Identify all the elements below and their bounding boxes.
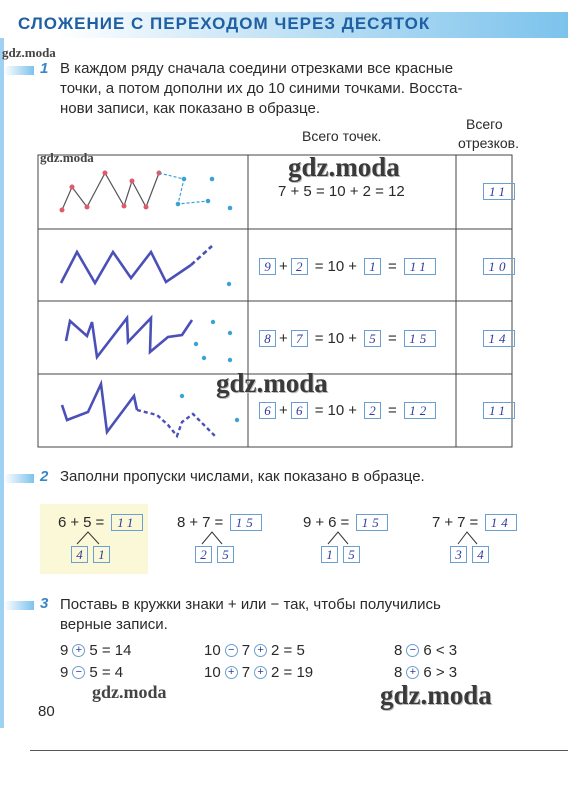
operator: +: [444, 514, 454, 531]
number: 2 = 5: [271, 642, 305, 659]
sign-expression: [60, 642, 131, 659]
watermark: gdz.moda: [2, 45, 56, 60]
decomposition-parts: [318, 546, 363, 563]
answer-box: 7: [291, 330, 308, 347]
answer-box: 1: [364, 258, 381, 275]
task-text-line: В каждом ряду сначала соедини отрезками все красные: [60, 60, 454, 77]
answer-box: 1: [321, 546, 338, 563]
sample-equation: 7 + 5 = 10 + 2 = 12: [278, 183, 405, 200]
answer-box: 2: [291, 258, 308, 275]
number: 7: [432, 514, 441, 531]
number: 7: [457, 514, 466, 531]
answer-box: 11: [111, 514, 143, 531]
number: 9: [303, 514, 312, 531]
operator: =: [314, 330, 324, 347]
answer-box: 5: [364, 330, 381, 347]
task-number: 3: [40, 595, 49, 612]
watermark: gdz.moda: [40, 150, 94, 165]
answer-box: 15: [356, 514, 388, 531]
number: 10: [204, 642, 221, 659]
answer-box: 11: [404, 258, 436, 275]
page-title: СЛОЖЕНИЕ С ПЕРЕХОДОМ ЧЕРЕЗ ДЕСЯТОК: [18, 14, 431, 33]
task-number: 2: [40, 468, 49, 485]
answer-box: 15: [404, 330, 436, 347]
operator: =: [314, 258, 324, 275]
sign-circle: −: [225, 644, 238, 657]
answer-box: 11: [483, 402, 515, 419]
task-text-line: Заполни пропуски числами, как показано в образце.: [60, 468, 425, 485]
task-text-line: Поставь в кружки знаки + или − так, чтобы получились: [60, 596, 441, 613]
sign-circle: +: [254, 644, 267, 657]
decomposition-equation: [177, 514, 265, 531]
number: 9: [60, 664, 69, 681]
number: 8: [394, 664, 403, 681]
operator: =: [214, 514, 224, 531]
watermark: gdz.moda: [216, 368, 328, 398]
number: 10: [204, 664, 221, 681]
number: 8: [394, 642, 403, 659]
decomposition-parts: [447, 546, 492, 563]
sign-expression: [204, 664, 313, 681]
answer-box: 2: [364, 402, 381, 419]
sign-circle: +: [406, 666, 419, 679]
operator: +: [189, 514, 199, 531]
answer-box: 15: [230, 514, 262, 531]
number: 7: [241, 642, 251, 659]
answer-box: 10: [483, 258, 515, 275]
operator: =: [95, 514, 105, 531]
decomposition-equation: [58, 514, 146, 531]
sign-circle: +: [225, 666, 238, 679]
operator: +: [279, 402, 288, 419]
answer-box: 11: [483, 183, 515, 200]
number: 9: [60, 642, 69, 659]
operator: =: [340, 514, 350, 531]
answer-box: 3: [450, 546, 467, 563]
operator: +: [315, 514, 325, 531]
answer-box: 5: [343, 546, 360, 563]
number: 5 = 4: [89, 664, 124, 681]
answer-box: 5: [217, 546, 234, 563]
task-marker: [4, 601, 34, 610]
operator: +: [348, 258, 357, 275]
decomposition-equation: [303, 514, 391, 531]
decomposition-parts: [68, 546, 113, 563]
operator: +: [279, 258, 288, 275]
answer-box: 12: [404, 402, 436, 419]
watermark: gdz.moda: [92, 682, 167, 702]
sign-circle: +: [72, 644, 85, 657]
page-number: 80: [38, 703, 55, 720]
answer-box: 6: [259, 402, 276, 419]
column-header-points: Всего точек.: [302, 128, 382, 144]
operator: +: [70, 514, 80, 531]
number: 6 < 3: [423, 642, 458, 659]
operator: =: [387, 402, 397, 419]
number: 6 > 3: [423, 664, 458, 681]
answer-box: 4: [472, 546, 489, 563]
number: 10: [327, 330, 345, 347]
number: 7: [241, 664, 251, 681]
column-header-segments: Всего: [466, 116, 503, 132]
operator: =: [387, 330, 397, 347]
number: 8: [177, 514, 186, 531]
column-header-segments: отрезков.: [458, 135, 519, 151]
decomposition-parts: [192, 546, 237, 563]
answer-box: 6: [291, 402, 308, 419]
operator: =: [469, 514, 479, 531]
sign-expression: [60, 664, 123, 681]
task-text-line: точки, а потом дополни их до 10 синими точками. Восста-: [60, 80, 463, 97]
answer-box: 8: [259, 330, 276, 347]
number: 10: [327, 402, 345, 419]
sign-expression: [204, 642, 305, 659]
answer-box: 4: [71, 546, 88, 563]
number: 5: [83, 514, 92, 531]
sign-circle: −: [406, 644, 419, 657]
sign-expression: [394, 642, 457, 659]
number: 5 = 14: [89, 642, 132, 659]
number: 6: [58, 514, 67, 531]
number: 6: [328, 514, 337, 531]
sign-circle: +: [254, 666, 267, 679]
number: 10: [327, 258, 345, 275]
operator: +: [279, 330, 288, 347]
answer-box: 9: [259, 258, 276, 275]
operator: =: [314, 402, 324, 419]
sign-expression: [394, 664, 457, 681]
answer-box: 2: [195, 546, 212, 563]
operator: +: [348, 330, 357, 347]
watermark: gdz.moda: [380, 680, 492, 710]
watermark: gdz.moda: [288, 152, 400, 182]
task-text-line: верные записи.: [60, 616, 168, 633]
number: 7: [202, 514, 211, 531]
answer-box: 1: [93, 546, 110, 563]
task-number: 1: [40, 60, 49, 77]
operator: +: [348, 402, 357, 419]
operator: =: [387, 258, 397, 275]
number: 2 = 19: [271, 664, 314, 681]
answer-box: 14: [483, 330, 515, 347]
task-text-line: нови записи, как показано в образце.: [60, 100, 320, 117]
sign-circle: −: [72, 666, 85, 679]
bottom-rule: [30, 750, 568, 751]
answer-box: 14: [485, 514, 517, 531]
decomposition-equation: [432, 514, 520, 531]
